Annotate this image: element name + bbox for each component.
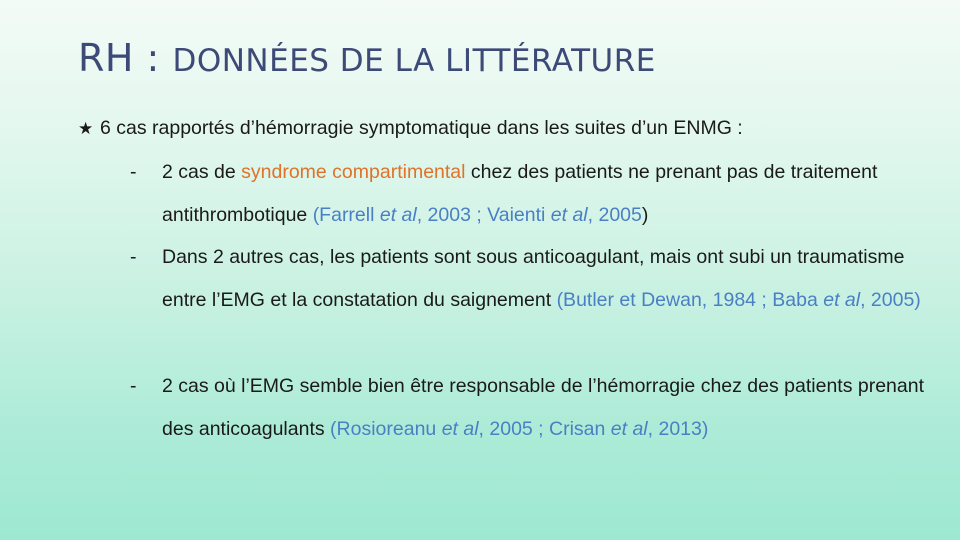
- reference-citation: [557, 289, 921, 311]
- list-item-text: [130, 151, 940, 237]
- ref-part: , 2005): [860, 289, 921, 311]
- closing-paren: ): [641, 204, 649, 226]
- ref-part: , 2005 ; Crisan: [478, 418, 611, 440]
- list-item-text: [130, 365, 940, 451]
- title-prefix: RH :: [78, 36, 173, 80]
- item-text-mid: chez des patients ne prenant pas de traitement antithrombotique: [162, 161, 878, 226]
- ref-italic: et al: [610, 418, 648, 440]
- reference-citation: [313, 204, 642, 226]
- ref-part: (Rosioreanu: [330, 418, 442, 440]
- ref-part: , 2003 ; Vaienti: [416, 204, 551, 226]
- list-item-text: [130, 236, 940, 322]
- slide-title: [78, 36, 656, 80]
- highlight-syndrome: syndrome compartimental: [241, 161, 466, 183]
- item-text: Dans 2 autres cas, les patients sont sous anticoagulant, mais ont subi un traumatisme entre l’EMG et la constatation du saignement: [162, 246, 905, 311]
- list-item-anticoagulant: [130, 236, 940, 322]
- ref-part: (Butler et Dewan, 1984 ; Baba: [556, 289, 824, 311]
- item-text: 2 cas où l’EMG semble bien être responsable de l’hémorragie chez des patients prenant des anticoagulants: [162, 375, 925, 440]
- ref-part: , 2005: [587, 204, 642, 226]
- list-item-emg: [130, 365, 940, 451]
- ref-italic: et al: [550, 204, 588, 226]
- ref-italic: et al: [379, 204, 417, 226]
- dash-bullet: -: [130, 375, 137, 397]
- dash-bullet: -: [130, 161, 137, 183]
- ref-italic: et al: [823, 289, 861, 311]
- title-main: DONNÉES DE LA LITTÉRATURE: [172, 43, 656, 79]
- dash-bullet: -: [130, 246, 137, 268]
- reference-citation: [330, 418, 708, 440]
- ref-part: (Farrell: [312, 204, 380, 226]
- item-text-pre: 2 cas de: [162, 161, 242, 183]
- ref-italic: et al: [441, 418, 479, 440]
- ref-part: , 2013): [647, 418, 709, 440]
- star-icon: ★: [78, 119, 94, 138]
- main-bullet: [78, 117, 743, 140]
- main-bullet-text: 6 cas rapportés d’hémorragie symptomatique dans les suites d’un ENMG :: [100, 117, 743, 139]
- list-item-syndrome: [130, 151, 940, 237]
